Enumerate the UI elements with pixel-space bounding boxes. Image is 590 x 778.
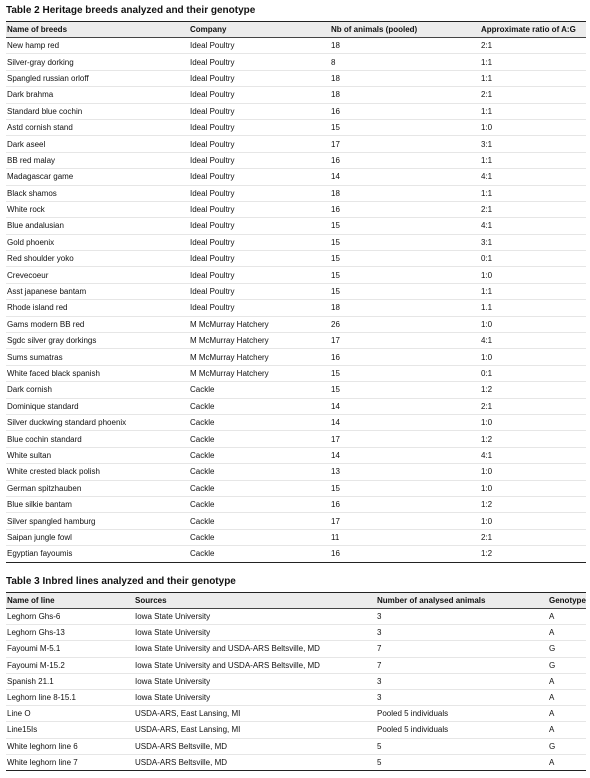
animal-count-cell: 17 xyxy=(330,333,480,349)
table-row xyxy=(6,38,586,54)
table-row xyxy=(6,529,586,545)
ratio-cell: 1:1 xyxy=(480,152,586,168)
animal-count-cell: 17 xyxy=(330,431,480,447)
table-row xyxy=(6,54,586,70)
breed-name-cell: Blue cochin standard xyxy=(6,431,189,447)
animal-count-cell: 15 xyxy=(330,267,480,283)
company-cell: Cackle xyxy=(189,513,330,529)
animal-count-cell: 16 xyxy=(330,103,480,119)
ratio-cell: 1:0 xyxy=(480,316,586,332)
animal-count-cell: 3 xyxy=(376,689,548,705)
breed-name-cell: BB red malay xyxy=(6,152,189,168)
table-row xyxy=(6,689,586,705)
animal-count-cell: 18 xyxy=(330,70,480,86)
table-row xyxy=(6,738,586,754)
ratio-cell: 1:1 xyxy=(480,70,586,86)
animal-count-cell: 18 xyxy=(330,185,480,201)
table-row xyxy=(6,300,586,316)
line-name-cell: White leghorn line 7 xyxy=(6,754,134,770)
ratio-cell: 1:1 xyxy=(480,103,586,119)
genotype-cell: A xyxy=(548,722,586,738)
animal-count-cell: 3 xyxy=(376,609,548,625)
table-row xyxy=(6,169,586,185)
breed-name-cell: Standard blue cochin xyxy=(6,103,189,119)
company-cell: Ideal Poultry xyxy=(189,201,330,217)
company-cell: Cackle xyxy=(189,529,330,545)
table2-header-company: Company xyxy=(189,22,330,38)
ratio-cell: 1:2 xyxy=(480,496,586,512)
table3 xyxy=(6,592,586,771)
animal-count-cell: 18 xyxy=(330,300,480,316)
breed-name-cell: Dark cornish xyxy=(6,382,189,398)
company-cell: Ideal Poultry xyxy=(189,300,330,316)
ratio-cell: 2:1 xyxy=(480,87,586,103)
table-row xyxy=(6,398,586,414)
breed-name-cell: Crevecoeur xyxy=(6,267,189,283)
breed-name-cell: Madagascar game xyxy=(6,169,189,185)
table2-header-name: Name of breeds xyxy=(6,22,189,38)
table-row xyxy=(6,641,586,657)
table2-header-row xyxy=(6,22,586,38)
genotype-cell: A xyxy=(548,673,586,689)
ratio-cell: 1:0 xyxy=(480,119,586,135)
table-row xyxy=(6,136,586,152)
company-cell: Cackle xyxy=(189,382,330,398)
company-cell: Ideal Poultry xyxy=(189,103,330,119)
source-cell: Iowa State University and USDA-ARS Beltsville, MD xyxy=(134,641,376,657)
company-cell: Ideal Poultry xyxy=(189,38,330,54)
table-row xyxy=(6,365,586,381)
table-row xyxy=(6,103,586,119)
genotype-cell: A xyxy=(548,625,586,641)
company-cell: Ideal Poultry xyxy=(189,119,330,135)
genotype-cell: A xyxy=(548,706,586,722)
ratio-cell: 1:1 xyxy=(480,283,586,299)
table2-title: Table 2 Heritage breeds analyzed and their genotype xyxy=(6,5,256,16)
company-cell: Ideal Poultry xyxy=(189,218,330,234)
source-cell: USDA-ARS Beltsville, MD xyxy=(134,738,376,754)
breed-name-cell: Gold phoenix xyxy=(6,234,189,250)
breed-name-cell: Silver spangled hamburg xyxy=(6,513,189,529)
company-cell: M McMurray Hatchery xyxy=(189,365,330,381)
table-row xyxy=(6,609,586,625)
company-cell: Ideal Poultry xyxy=(189,54,330,70)
source-cell: Iowa State University xyxy=(134,689,376,705)
table-row xyxy=(6,431,586,447)
company-cell: Cackle xyxy=(189,496,330,512)
table2 xyxy=(6,21,586,563)
table-row xyxy=(6,218,586,234)
animal-count-cell: 7 xyxy=(376,641,548,657)
breed-name-cell: Dark aseel xyxy=(6,136,189,152)
animal-count-cell: 16 xyxy=(330,152,480,168)
ratio-cell: 4:1 xyxy=(480,447,586,463)
company-cell: Ideal Poultry xyxy=(189,169,330,185)
ratio-cell: 2:1 xyxy=(480,398,586,414)
breed-name-cell: White sultan xyxy=(6,447,189,463)
table-row xyxy=(6,722,586,738)
genotype-cell: A xyxy=(548,754,586,770)
company-cell: Cackle xyxy=(189,431,330,447)
line-name-cell: Leghorn Ghs-13 xyxy=(6,625,134,641)
table-row xyxy=(6,283,586,299)
breed-name-cell: Black shamos xyxy=(6,185,189,201)
animal-count-cell: 18 xyxy=(330,87,480,103)
table-row xyxy=(6,201,586,217)
ratio-cell: 1:0 xyxy=(480,464,586,480)
animal-count-cell: 5 xyxy=(376,754,548,770)
breed-name-cell: German spitzhauben xyxy=(6,480,189,496)
ratio-cell: 4:1 xyxy=(480,218,586,234)
table3-header-row xyxy=(6,593,586,609)
genotype-cell: G xyxy=(548,738,586,754)
breed-name-cell: Silver duckwing standard phoenix xyxy=(6,414,189,430)
animal-count-cell: 15 xyxy=(330,251,480,267)
animal-count-cell: 13 xyxy=(330,464,480,480)
animal-count-cell: 17 xyxy=(330,513,480,529)
company-cell: Ideal Poultry xyxy=(189,267,330,283)
table-row xyxy=(6,267,586,283)
line-name-cell: Line O xyxy=(6,706,134,722)
animal-count-cell: 26 xyxy=(330,316,480,332)
source-cell: USDA-ARS, East Lansing, MI xyxy=(134,722,376,738)
animal-count-cell: 16 xyxy=(330,546,480,562)
animal-count-cell: 18 xyxy=(330,38,480,54)
genotype-cell: G xyxy=(548,641,586,657)
table3-header-count: Number of analysed animals xyxy=(376,593,548,609)
animal-count-cell: Pooled 5 individuals xyxy=(376,722,548,738)
table-row xyxy=(6,414,586,430)
source-cell: Iowa State University xyxy=(134,673,376,689)
breed-name-cell: White rock xyxy=(6,201,189,217)
breed-name-cell: Blue andalusian xyxy=(6,218,189,234)
animal-count-cell: 3 xyxy=(376,625,548,641)
table-row xyxy=(6,152,586,168)
animal-count-cell: 3 xyxy=(376,673,548,689)
genotype-cell: G xyxy=(548,657,586,673)
line-name-cell: Fayoumi M-5.1 xyxy=(6,641,134,657)
company-cell: Cackle xyxy=(189,480,330,496)
animal-count-cell: 14 xyxy=(330,414,480,430)
animal-count-cell: 15 xyxy=(330,365,480,381)
table2-header-ratio: Approximate ratio of A:G xyxy=(480,22,586,38)
breed-name-cell: Saipan jungle fowl xyxy=(6,529,189,545)
line-name-cell: White leghorn line 6 xyxy=(6,738,134,754)
company-cell: Ideal Poultry xyxy=(189,70,330,86)
company-cell: Ideal Poultry xyxy=(189,87,330,103)
ratio-cell: 1:2 xyxy=(480,382,586,398)
breed-name-cell: Silver-gray dorking xyxy=(6,54,189,70)
table2-body xyxy=(6,38,586,563)
table3-body xyxy=(6,609,586,771)
company-cell: Ideal Poultry xyxy=(189,136,330,152)
ratio-cell: 0:1 xyxy=(480,251,586,267)
company-cell: Ideal Poultry xyxy=(189,251,330,267)
animal-count-cell: 15 xyxy=(330,382,480,398)
company-cell: M McMurray Hatchery xyxy=(189,333,330,349)
table-row xyxy=(6,706,586,722)
ratio-cell: 1:0 xyxy=(480,414,586,430)
table-row xyxy=(6,754,586,770)
table-row xyxy=(6,251,586,267)
breed-name-cell: Red shoulder yoko xyxy=(6,251,189,267)
line-name-cell: Leghorn line 8-15.1 xyxy=(6,689,134,705)
animal-count-cell: 15 xyxy=(330,119,480,135)
animal-count-cell: 16 xyxy=(330,349,480,365)
ratio-cell: 1.1 xyxy=(480,300,586,316)
table-row xyxy=(6,657,586,673)
animal-count-cell: 15 xyxy=(330,283,480,299)
table3-header-sources: Sources xyxy=(134,593,376,609)
breed-name-cell: Sgdc silver gray dorkings xyxy=(6,333,189,349)
breed-name-cell: White faced black spanish xyxy=(6,365,189,381)
table-row xyxy=(6,546,586,562)
animal-count-cell: 14 xyxy=(330,447,480,463)
table-row xyxy=(6,119,586,135)
animal-count-cell: 17 xyxy=(330,136,480,152)
breed-name-cell: Astd cornish stand xyxy=(6,119,189,135)
source-cell: USDA-ARS, East Lansing, MI xyxy=(134,706,376,722)
ratio-cell: 4:1 xyxy=(480,169,586,185)
source-cell: Iowa State University and USDA-ARS Beltsville, MD xyxy=(134,657,376,673)
ratio-cell: 1:1 xyxy=(480,54,586,70)
animal-count-cell: 14 xyxy=(330,398,480,414)
table-row xyxy=(6,333,586,349)
ratio-cell: 0:1 xyxy=(480,365,586,381)
ratio-cell: 1:0 xyxy=(480,349,586,365)
ratio-cell: 1:0 xyxy=(480,267,586,283)
breed-name-cell: White crested black polish xyxy=(6,464,189,480)
animal-count-cell: 8 xyxy=(330,54,480,70)
breed-name-cell: Blue silkie bantam xyxy=(6,496,189,512)
table-row xyxy=(6,447,586,463)
table-row xyxy=(6,349,586,365)
company-cell: Cackle xyxy=(189,414,330,430)
animal-count-cell: 15 xyxy=(330,234,480,250)
genotype-cell: A xyxy=(548,689,586,705)
breed-name-cell: Spangled russian orloff xyxy=(6,70,189,86)
table-row xyxy=(6,480,586,496)
ratio-cell: 1:1 xyxy=(480,185,586,201)
ratio-cell: 1:0 xyxy=(480,480,586,496)
animal-count-cell: 5 xyxy=(376,738,548,754)
table3-header-line: Name of line xyxy=(6,593,134,609)
company-cell: Ideal Poultry xyxy=(189,185,330,201)
breed-name-cell: Rhode island red xyxy=(6,300,189,316)
animal-count-cell: 15 xyxy=(330,218,480,234)
ratio-cell: 1:2 xyxy=(480,546,586,562)
table-row xyxy=(6,513,586,529)
breed-name-cell: Egyptian fayoumis xyxy=(6,546,189,562)
table-row xyxy=(6,87,586,103)
animal-count-cell: 11 xyxy=(330,529,480,545)
ratio-cell: 3:1 xyxy=(480,136,586,152)
animal-count-cell: 16 xyxy=(330,201,480,217)
breed-name-cell: Dominique standard xyxy=(6,398,189,414)
animal-count-cell: 14 xyxy=(330,169,480,185)
line-name-cell: Spanish 21.1 xyxy=(6,673,134,689)
table3-header-genotype: Genotype xyxy=(548,593,586,609)
source-cell: USDA-ARS Beltsville, MD xyxy=(134,754,376,770)
ratio-cell: 4:1 xyxy=(480,333,586,349)
company-cell: M McMurray Hatchery xyxy=(189,349,330,365)
animal-count-cell: 15 xyxy=(330,480,480,496)
line-name-cell: Line15Is xyxy=(6,722,134,738)
table-row xyxy=(6,382,586,398)
table-row xyxy=(6,316,586,332)
company-cell: Cackle xyxy=(189,546,330,562)
table-row xyxy=(6,234,586,250)
table3-title: Table 3 Inbred lines analyzed and their genotype xyxy=(6,576,236,587)
ratio-cell: 1:0 xyxy=(480,513,586,529)
company-cell: Cackle xyxy=(189,464,330,480)
animal-count-cell: 16 xyxy=(330,496,480,512)
line-name-cell: Fayoumi M-15.2 xyxy=(6,657,134,673)
ratio-cell: 2:1 xyxy=(480,529,586,545)
breed-name-cell: Gams modern BB red xyxy=(6,316,189,332)
table-row xyxy=(6,70,586,86)
breed-name-cell: Sums sumatras xyxy=(6,349,189,365)
company-cell: Cackle xyxy=(189,447,330,463)
breed-name-cell: New hamp red xyxy=(6,38,189,54)
ratio-cell: 2:1 xyxy=(480,201,586,217)
table-row xyxy=(6,625,586,641)
company-cell: Cackle xyxy=(189,398,330,414)
table-row xyxy=(6,464,586,480)
breed-name-cell: Asst japanese bantam xyxy=(6,283,189,299)
ratio-cell: 2:1 xyxy=(480,38,586,54)
table-row xyxy=(6,673,586,689)
company-cell: Ideal Poultry xyxy=(189,152,330,168)
animal-count-cell: Pooled 5 individuals xyxy=(376,706,548,722)
table-row xyxy=(6,185,586,201)
breed-name-cell: Dark brahma xyxy=(6,87,189,103)
ratio-cell: 1:2 xyxy=(480,431,586,447)
genotype-cell: A xyxy=(548,609,586,625)
source-cell: Iowa State University xyxy=(134,609,376,625)
ratio-cell: 3:1 xyxy=(480,234,586,250)
source-cell: Iowa State University xyxy=(134,625,376,641)
line-name-cell: Leghorn Ghs-6 xyxy=(6,609,134,625)
company-cell: Ideal Poultry xyxy=(189,283,330,299)
table-row xyxy=(6,496,586,512)
company-cell: Ideal Poultry xyxy=(189,234,330,250)
table2-header-count: Nb of animals (pooled) xyxy=(330,22,480,38)
animal-count-cell: 7 xyxy=(376,657,548,673)
company-cell: M McMurray Hatchery xyxy=(189,316,330,332)
